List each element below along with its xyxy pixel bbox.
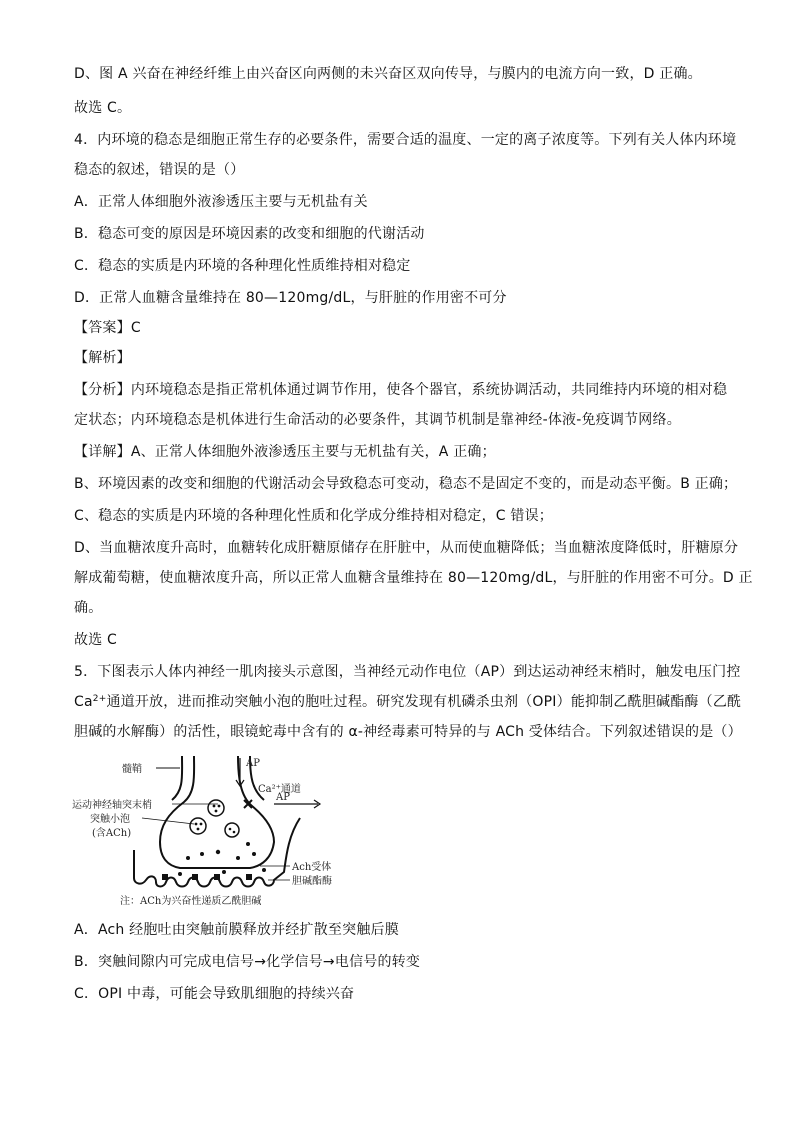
fenxi-line-2: 定状态；内环境稳态是机体进行生命活动的必要条件，其调节机制是靠神经-体液-免疫调节网络。 (74, 412, 681, 428)
xiangjie-line-d3: 确。 (74, 600, 103, 616)
label-cholinesterase: 胆碱酯酶 (292, 876, 332, 887)
q5-option-c: C．OPI 中毒，可能会导致肌细胞的持续兴奋 (74, 986, 355, 1002)
q4-stem-line-2: 稳态的叙述，错误的是（） (74, 162, 245, 178)
option-d-conclusion: D、图 A 兴奋在神经纤维上由兴奋区向两侧的未兴奋区双向传导，与膜内的电流方向一致，D 正确。 (74, 66, 702, 82)
q5-stem-line-2 (74, 692, 741, 712)
xiangjie-text-a: A、正常人体细胞外液渗透压主要与无机盐有关，A 正确； (130, 444, 496, 460)
q5-option-a: A．Ach 经胞吐由突触前膜释放并经扩散至突触后膜 (74, 922, 399, 938)
vesicle (190, 818, 206, 834)
neuromuscular-junction-figure (68, 754, 338, 914)
xiangjie-line-d2: 解成葡萄糖，使血糖浓度升高，所以正常人血糖含量维持在 80—120mg/dL，与肝脏的作用密不可分。D 正 (74, 570, 753, 586)
junction-diagram (68, 754, 338, 914)
q5-option-b: B．突触间隙内可完成电信号→化学信号→电信号的转变 (74, 954, 421, 970)
answer-tag: 【答案】 (74, 320, 131, 336)
fenxi-tag: 【分析】 (74, 382, 131, 398)
myelin-left (172, 756, 182, 800)
label-axon-terminal: 运动神经轴突末梢 (72, 800, 152, 811)
q5-ca-charge: 2+ (92, 694, 107, 704)
ach-receptor (162, 874, 168, 880)
figure-note: 注：ACh为兴奋性递质乙酰胆碱 (120, 896, 262, 907)
q5-stem-line-2-text: 通道开放，进而推动突触小泡的胞吐过程。研究发现有机磷杀虫剂（OPI）能抑制乙酰胆碱酯酶（乙酰 (106, 694, 742, 710)
xiangjie-line-c: C、稳态的实质是内环境的各种理化性质和化学成分维持相对稳定，C 错误； (74, 508, 553, 524)
ach-receptor (214, 874, 220, 880)
analysis-tag: 【解析】 (74, 350, 131, 366)
label-ca-channel: Ca²⁺通道 (258, 784, 301, 795)
label-myelin: 髓鞘 (122, 764, 142, 775)
vesicle (225, 823, 239, 837)
xiangjie-line-a (74, 442, 496, 462)
fenxi-line-1 (74, 380, 727, 400)
answer-line (74, 318, 141, 338)
fenxi-text-1: 内环境稳态是指正常机体通过调节作用，使各个器官，系统协调活动，共同维持内环境的相对稳 (130, 382, 728, 398)
ach-receptor (246, 874, 252, 880)
q5-stem-line-1: 5．下图表示人体内神经一肌肉接头示意图，当神经元动作电位（AP）到达运动神经末梢时，触发电压门控 (74, 664, 741, 680)
select-c-conclusion: 故选 C。 (74, 100, 132, 116)
label-ap-right: AP (276, 792, 290, 803)
q4-option-c: C．稳态的实质是内环境的各种理化性质维持相对稳定 (74, 258, 411, 274)
xiangjie-line-d1: D、当血糖浓度升高时，血糖转化成肝糖原储存在肝脏中，从而使血糖降低；当血糖浓度降低时，肝糖原分 (74, 540, 739, 556)
label-vesicle-ach: (含ACh) (92, 828, 132, 839)
select-c-line: 故选 C (74, 632, 118, 648)
q5-ca: Ca (74, 694, 93, 710)
q4-option-a: A．正常人体细胞外液渗透压主要与无机盐有关 (74, 194, 368, 210)
q5-stem-line-3: 胆碱的水解酶）的活性，眼镜蛇毒中含有的 α-神经毒素可特异的与 ACh 受体结合。下列叙述错误的是（） (74, 724, 742, 740)
label-ach-receptor: Ach受体 (292, 862, 332, 873)
ach-receptor (192, 874, 198, 880)
q4-option-b: B．稳态可变的原因是环境因素的改变和细胞的代谢活动 (74, 226, 425, 242)
vesicle (208, 800, 224, 816)
label-ap-top: AP (246, 758, 260, 769)
q4-option-d: D．正常人血糖含量维持在 80—120mg/dL，与肝脏的作用密不可分 (74, 290, 507, 306)
q4-stem-line-1: 4．内环境的稳态是细胞正常生存的必要条件，需要合适的温度、一定的离子浓度等。下列有关人体内环境 (74, 132, 737, 148)
xiangjie-tag: 【详解】 (74, 444, 131, 460)
answer-value: C (130, 320, 141, 336)
xiangjie-line-b: B、环境因素的改变和细胞的代谢活动会导致稳态可变动，稳态不是固定不变的，而是动态平衡。B 正确； (74, 476, 738, 492)
label-vesicle: 突触小泡 (90, 814, 130, 825)
